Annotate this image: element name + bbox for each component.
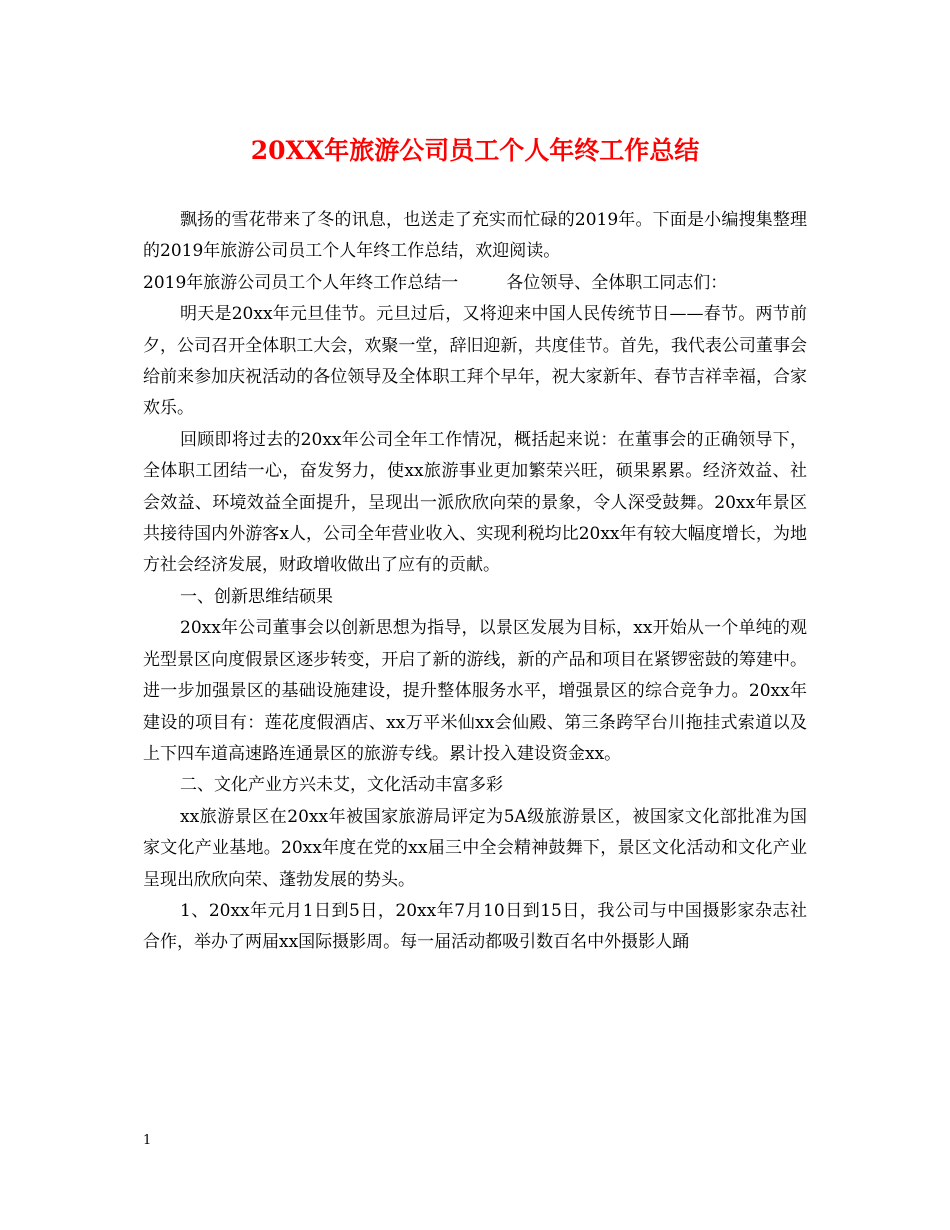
document-body (143, 205, 807, 959)
heading-salutation-line (143, 268, 807, 299)
paragraph-holiday: 明天是20xx年元旦佳节。元旦过后，又将迎来中国人民传统节日——春节。两节前夕，公司召开全体职工大会，欢聚一堂，辞旧迎新，共度佳节。首先，我代表公司董事会给前来参加庆祝活动的各位领导及全体职工拜个早年，祝大家新年、春节吉祥幸福，合家欢乐。 (143, 304, 807, 419)
section-heading-culture: 二、文化产业方兴未艾，文化活动丰富多彩 (180, 775, 503, 796)
document-title: 20XX年旅游公司员工个人年终工作总结 (250, 136, 700, 165)
salutation: 各位领导、全体职工同志们： (506, 272, 728, 293)
section-heading-innovation: 一、创新思维结硕果 (180, 586, 333, 607)
summary-one-title: 2019年旅游公司员工个人年终工作总结一 (143, 272, 459, 293)
page-number: 1 (143, 1133, 152, 1148)
paragraph-review: 回顾即将过去的20xx年公司全年工作情况，概括起来说：在董事会的正确领导下，全体职工团结一心，奋发努力，使xx旅游事业更加繁荣兴旺，硕果累累。经济效益、社会效益、环境效益全面提升，呈现出一派欣欣向荣的景象，令人深受鼓舞。20xx年景区共接待国内外游客x人，公司全年营业收入、实现利税均比20xx年有较大幅度增长，为地方社会经济发展，财政增收做出了应有的贡献。 (143, 429, 807, 576)
intro-paragraph: 飘扬的雪花带来了冬的讯息，也送走了充实而忙碌的2019年。下面是小编搜集整理的2019年旅游公司员工个人年终工作总结，欢迎阅读。 (143, 210, 807, 262)
paragraph-culture: xx旅游景区在20xx年被国家旅游局评定为5A级旅游景区，被国家文化部批准为国家文化产业基地。20xx年度在党的xx届三中全会精神鼓舞下，景区文化活动和文化产业呈现出欣欣向荣、蓬勃发展的势头。 (143, 806, 807, 890)
paragraph-photography-week: 1、20xx年元月1日到5日，20xx年7月10日到15日，我公司与中国摄影家杂志社合作，举办了两届xx国际摄影周。每一届活动都吸引数百名中外摄影人踊 (143, 900, 807, 953)
paragraph-innovation: 20xx年公司董事会以创新思想为指导，以景区发展为目标，xx开始从一个单纯的观光型景区向度假景区逐步转变，开启了新的游线，新的产品和项目在紧锣密鼓的筹建中。进一步加强景区的基础设施建设，提升整体服务水平，增强景区的综合竞争力。20xx年建设的项目有：莲花度假酒店、xx万平米仙xx会仙殿、第三条跨罕台川拖挂式索道以及上下四车道高速路连通景区的旅游专线。累计投入建设资金xx。 (143, 618, 807, 764)
